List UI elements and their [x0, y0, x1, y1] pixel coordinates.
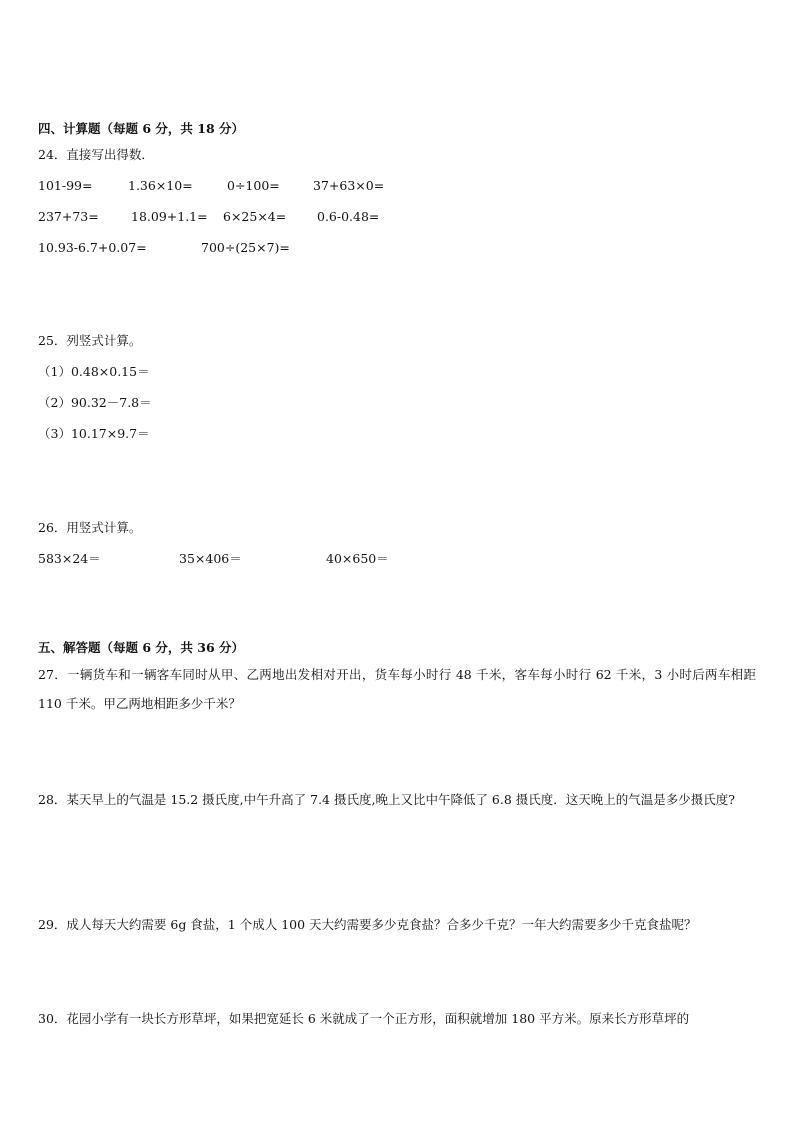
q24-expr: 0÷100= — [227, 178, 280, 193]
question-29: 29．成人每天大约需要 6g 食盐，1 个成人 100 天大约需要多少克食盐？合多少千克？一年大约需要多少千克食盐呢？ — [38, 917, 697, 932]
question-27: 27．一辆货车和一辆客车同时从甲、乙两地出发相对开出，货车每小时行 48 千米，客车每小时行 62 千米，3 小时后两车相距 110 千米。甲乙两地相距多少千米？ — [38, 667, 756, 711]
q26-item: 40×650＝ — [326, 551, 389, 566]
question-26-title: 26．用竖式计算。 — [38, 520, 142, 535]
q25-item: （1）0.48×0.15＝ — [38, 364, 150, 379]
question-30: 30．花园小学有一块长方形草坪，如果把宽延长 6 米就成了一个正方形，面积就增加 180 平方米。原来长方形草坪的 — [38, 1011, 690, 1026]
q24-expr: 1.36×10= — [128, 178, 193, 193]
section-4-heading: 四、计算题（每题 6 分，共 18 分） — [38, 121, 245, 136]
q24-expr: 10.93-6.7+0.07= — [38, 240, 147, 255]
q25-item: （2）90.32－7.8＝ — [38, 395, 152, 410]
q24-expr: 700÷(25×7)= — [201, 240, 290, 255]
q26-item: 35×406＝ — [179, 551, 242, 566]
question-28: 28．某天早上的气温是 15.2 摄氏度,中午升高了 7.4 摄氏度,晚上又比中午降低了 6.8 摄氏度．这天晚上的气温是多少摄氏度? — [38, 792, 735, 807]
question-24-title: 24．直接写出得数． — [38, 147, 154, 162]
question-25-title: 25．列竖式计算。 — [38, 333, 142, 348]
q24-expr: 18.09+1.1= — [131, 209, 208, 224]
q26-item: 583×24＝ — [38, 551, 101, 566]
q25-item: （3）10.17×9.7＝ — [38, 426, 150, 441]
q24-expr: 6×25×4= — [223, 209, 287, 224]
q24-expr: 0.6-0.48= — [317, 209, 380, 224]
section-5-heading: 五、解答题（每题 6 分，共 36 分） — [38, 640, 245, 655]
q24-expr: 237+73= — [38, 209, 99, 224]
q24-expr: 37+63×0= — [313, 178, 385, 193]
q24-expr: 101-99= — [38, 178, 93, 193]
